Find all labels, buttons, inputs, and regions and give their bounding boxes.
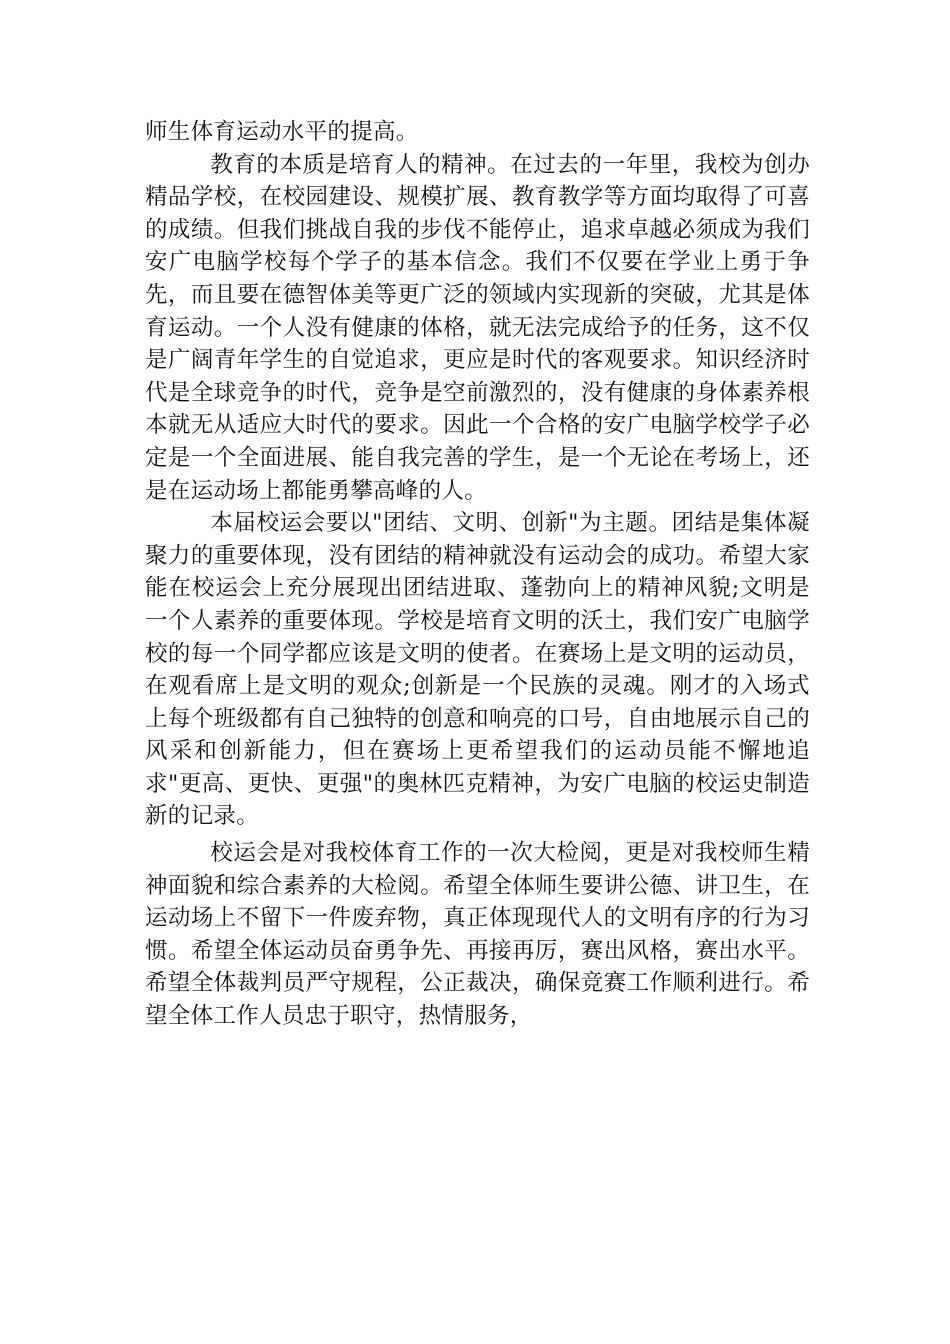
paragraph-education-essence: 教育的本质是培育人的精神。在过去的一年里，我校为创办精品学校，在校园建设、规模扩展、教育教学等方面均取得了可喜的成绩。但我们挑战自我的步伐不能停止，追求卓越必须成为我们安广电脑学校每个学子的基本信念。我们不仅要在学业上勇于争先，而且要在德智体美等更广泛的领域内实现新的突破，尤其是体育运动。一个人没有健康的体格，就无法完成给予的任务，这不仅是广阔青年学生的自觉追求，更应是时代的客观要求。知识经济时代是全球竞争的时代，竞争是空前激烈的，没有健康的身体素养根本就无从适应大时代的要求。因此一个合格的安广电脑学校学子必定是一个全面进展、能自我完善的学生，是一个无论在考场上，还是在运动场上都能勇攀高峰的人。 [145,151,810,504]
paragraph-sports-meet-theme: 本届校运会要以"团结、文明、创新"为主题。团结是集体凝聚力的重要体现，没有团结的精神就没有运动会的成功。希望大家能在校运会上充分展现出团结进取、蓬勃向上的精神风貌;文明是一个人素养的重要体现。学校是培育文明的沃土，我们安广电脑学校的每一个同学都应该是文明的使者。在赛场上是文明的运动员，在观看席上是文明的观众;创新是一个民族的灵魂。刚才的入场式上每个班级都有自己独特的创意和响亮的口号，自由地展示自己的风采和创新能力，但在赛场上更希望我们的运动员能不懈地追求"更高、更快、更强"的奥林匹克精神，为安广电脑的校运史制造新的记录。 [145,510,810,830]
document-body [145,116,810,1033]
paragraph-sports-meet-review: 校运会是对我校体育工作的一次大检阅，更是对我校师生精神面貌和综合素养的大检阅。希望全体师生要讲公德、讲卫生，在运动场上不留下一件废弃物，真正体现现代人的文明有序的行为习惯。希望全体运动员奋勇争先、再接再厉，赛出风格，赛出水平。希望全体裁判员严守规程，公正裁决，确保竞赛工作顺利进行。希望全体工作人员忠于职守，热情服务， [145,840,810,1030]
paragraph-continuation: 师生体育运动水平的提高。 [145,119,419,145]
